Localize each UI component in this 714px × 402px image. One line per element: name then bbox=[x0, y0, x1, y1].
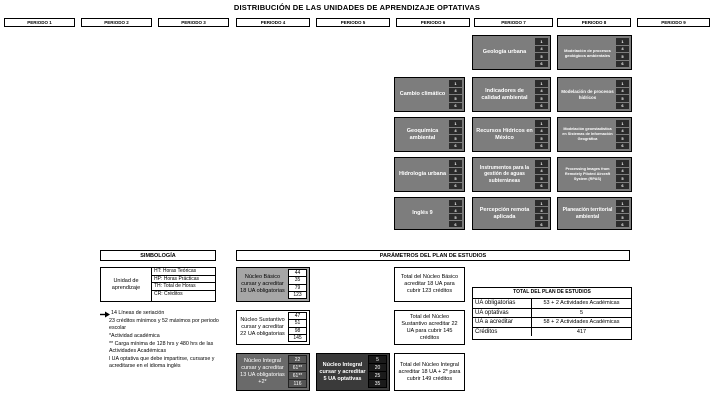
value-cell: 20 bbox=[368, 363, 387, 372]
value-cell: 61** bbox=[288, 363, 307, 372]
value-cell: 44 bbox=[288, 269, 307, 277]
ua-modelacion-hidricos bbox=[557, 77, 632, 112]
hours-value: 6 bbox=[616, 143, 629, 150]
ua-name: Modelación de procesos hídricos bbox=[561, 88, 614, 100]
table-row bbox=[473, 327, 631, 337]
note-actividad: *Actividad académica bbox=[109, 333, 160, 339]
ua-rpas bbox=[557, 157, 632, 192]
period-6: PERIODO 6 bbox=[396, 18, 470, 27]
ua-name: Modelación geoestadística en Sistemas de Información Geográfica bbox=[562, 127, 613, 141]
hours-value: 1 bbox=[449, 160, 462, 167]
note-creditos: 23 créditos mínimos y 52 máximos por periodo escolar bbox=[109, 318, 219, 332]
total-nucleo-sustantivo: Total del Núcleo Sustantivo acreditar 22 UA para cubrir 145 créditos bbox=[394, 310, 465, 345]
hours-value: 1 bbox=[449, 120, 462, 127]
hours-value: 5 bbox=[449, 135, 462, 142]
hours-value: 1 bbox=[616, 120, 629, 127]
ua-planeacion bbox=[557, 197, 632, 230]
period-7: PERIODO 7 bbox=[474, 18, 553, 27]
table-row bbox=[473, 298, 631, 308]
hours-value: 1 bbox=[535, 160, 548, 167]
value-cell: 47 bbox=[288, 312, 307, 320]
hours-value: 4 bbox=[616, 168, 629, 175]
hours-value: 1 bbox=[535, 38, 548, 45]
ua-name: Instrumentos para la gestión de aguas subterráneas bbox=[479, 165, 530, 184]
value-cell: 22 bbox=[288, 355, 307, 364]
unit-label: Unidad de aprendizaje bbox=[111, 277, 141, 291]
hours-value: 5 bbox=[616, 95, 629, 102]
nucleo-integral bbox=[236, 353, 310, 391]
hours-value: 1 bbox=[535, 200, 548, 206]
hours-value: 1 bbox=[616, 200, 629, 206]
ua-name: Hidrología urbana bbox=[398, 171, 447, 178]
hours-value: 6 bbox=[535, 61, 548, 68]
period-3: PERIODO 3 bbox=[158, 18, 229, 27]
row-value: 53 + 2 Actividades Académicas bbox=[543, 300, 620, 306]
ua-name: Planeación territorial ambiental bbox=[562, 207, 613, 220]
period-9: PERIODO 9 bbox=[637, 18, 710, 27]
hours-value: 1 bbox=[535, 80, 548, 87]
ua-instrumentos bbox=[472, 157, 551, 192]
period-2: PERIODO 2 bbox=[81, 18, 152, 27]
hours-value: 4 bbox=[449, 88, 462, 95]
nucleo-basico bbox=[236, 267, 310, 302]
ua-name: Cambio climático bbox=[399, 91, 446, 98]
note-carga: ** Carga mínima de 128 hrs y 480 hrs de las Actividades Académicas bbox=[109, 341, 214, 355]
hours-value: 4 bbox=[535, 207, 548, 213]
value-cell: 123 bbox=[288, 291, 307, 299]
total-nucleo-basico: Total del Núcleo Básico acreditar 18 UA para cubrir 123 créditos bbox=[394, 267, 465, 302]
hours-value: 1 bbox=[616, 38, 629, 45]
total-plan-table bbox=[472, 287, 632, 340]
simbologia-box bbox=[100, 267, 216, 302]
hours-value: 5 bbox=[616, 53, 629, 60]
row-label: UA optativas bbox=[473, 309, 532, 318]
ua-hidrologia-urbana bbox=[394, 157, 465, 192]
ua-geoquimica bbox=[394, 117, 465, 152]
hours-value: 4 bbox=[449, 168, 462, 175]
value-cell: 61** bbox=[288, 371, 307, 380]
hours-value: 4 bbox=[535, 128, 548, 135]
note-seriacion: 14 Líneas de seriación bbox=[111, 310, 165, 316]
ua-name: Modelación de procesos geológicos ambientales bbox=[564, 47, 611, 58]
hours-value: 6 bbox=[616, 103, 629, 110]
ua-recursos-hidricos bbox=[472, 117, 551, 152]
ua-percepcion-remota bbox=[472, 197, 551, 230]
total-plan-header: TOTAL DEL PLAN DE ESTUDIOS bbox=[513, 289, 591, 295]
value-cell: 35 bbox=[368, 379, 387, 388]
hours-value: 4 bbox=[449, 207, 462, 213]
hours-value: 6 bbox=[449, 103, 462, 110]
hours-value: 6 bbox=[535, 143, 548, 150]
hours-value: 4 bbox=[449, 128, 462, 135]
hours-value: 5 bbox=[535, 214, 548, 220]
hours-value: 4 bbox=[616, 128, 629, 135]
ua-name: Recursos Hídricos en México bbox=[476, 127, 533, 141]
hours-value: 5 bbox=[449, 175, 462, 182]
hours-value: 5 bbox=[616, 135, 629, 142]
row-value: 417 bbox=[576, 328, 587, 335]
value-cell: 5 bbox=[368, 355, 387, 364]
hours-value: 6 bbox=[535, 183, 548, 190]
hours-value: 5 bbox=[535, 135, 548, 142]
hours-value: 6 bbox=[616, 183, 629, 190]
hours-value: 6 bbox=[616, 61, 629, 68]
hours-value: 4 bbox=[616, 88, 629, 95]
value-cell: 98 bbox=[288, 327, 307, 335]
value-cell: 25 bbox=[368, 371, 387, 380]
hours-value: 6 bbox=[449, 183, 462, 190]
period-8: PERIODO 8 bbox=[557, 18, 631, 27]
row-value: 58 + 2 Actividades Académicas bbox=[543, 319, 620, 326]
hours-value: 4 bbox=[616, 46, 629, 53]
ua-cambio-climatico bbox=[394, 77, 465, 112]
symbol-cr: CR: Créditos bbox=[154, 290, 183, 297]
hours-value: 6 bbox=[449, 143, 462, 150]
hours-value: 4 bbox=[535, 88, 548, 95]
hours-value: 6 bbox=[535, 221, 548, 227]
table-row bbox=[473, 317, 631, 327]
hours-value: 5 bbox=[535, 175, 548, 182]
simbologia-header: SIMBOLOGÍA bbox=[100, 250, 216, 261]
hours-value: 1 bbox=[535, 120, 548, 127]
value-cell: 145 bbox=[288, 334, 307, 342]
symbol-hp: HP: Horas Prácticas bbox=[152, 276, 215, 284]
nucleo-sustantivo-label: Núcleo Sustantivo cursar y acreditar 22 UA obligatorias bbox=[240, 317, 285, 337]
note-ingles: l UA optativa que debe impartirse, cursarse y acreditarse en el idioma inglés bbox=[109, 356, 215, 370]
hours-value: 5 bbox=[449, 214, 462, 220]
ua-indicadores bbox=[472, 77, 551, 112]
symbol-th: TH: Total de Horas bbox=[152, 283, 215, 291]
period-1: PERIODO 1 bbox=[4, 18, 75, 27]
row-label: Créditos bbox=[473, 328, 532, 337]
value-cell: 116 bbox=[288, 379, 307, 388]
hours-value: 1 bbox=[616, 160, 629, 167]
hours-value: 4 bbox=[616, 207, 629, 213]
hours-value: 1 bbox=[449, 200, 462, 206]
hours-value: 6 bbox=[449, 221, 462, 227]
total-nucleo-integral: Total del Núcleo Integral acreditar 18 UA + 2* para cubrir 149 créditos bbox=[394, 353, 465, 391]
value-cell: 79 bbox=[288, 284, 307, 292]
hours-value: 6 bbox=[616, 221, 629, 227]
hours-value: 6 bbox=[535, 103, 548, 110]
ua-name: Percepción remota aplicada bbox=[479, 206, 530, 220]
symbol-ht: HT: Horas Teóricas bbox=[152, 268, 215, 276]
value-cell: 51 bbox=[288, 319, 307, 327]
hours-value: 5 bbox=[535, 53, 548, 60]
period-5: PERIODO 5 bbox=[316, 18, 390, 27]
hours-value: 5 bbox=[616, 214, 629, 220]
ua-name: Geoquímica ambiental bbox=[406, 127, 439, 141]
parametros-header: PARÁMETROS DEL PLAN DE ESTUDIOS bbox=[236, 250, 630, 261]
hours-value: 5 bbox=[449, 95, 462, 102]
nucleo-basico-label: Núcleo Básico cursar y acreditar 18 UA obligatorias bbox=[240, 274, 285, 294]
ua-modelacion-geologicos bbox=[557, 35, 632, 70]
hours-value: 1 bbox=[449, 80, 462, 87]
nucleo-sustantivo bbox=[236, 310, 310, 345]
nucleo-integral-label: Núcleo Integral cursar y acreditar 13 UA obligatorias +2* bbox=[240, 358, 285, 385]
row-label: UA a acreditar bbox=[473, 318, 532, 327]
ua-name: Inglés 9 bbox=[412, 210, 433, 217]
table-row bbox=[473, 308, 631, 318]
row-label: UA obligatorias bbox=[473, 299, 532, 308]
hours-value: 1 bbox=[616, 80, 629, 87]
period-4: PERIODO 4 bbox=[236, 18, 310, 27]
ua-ingles-9 bbox=[394, 197, 465, 230]
ua-name: Geología urbana bbox=[482, 49, 527, 56]
hours-value: 4 bbox=[535, 168, 548, 175]
hours-value: 4 bbox=[535, 46, 548, 53]
value-cell: 35 bbox=[288, 276, 307, 284]
nucleo-integral-optativas bbox=[316, 353, 390, 391]
ua-name: Processing Images from Remotely Piloted Aircraft System (RPAS) bbox=[564, 167, 611, 181]
hours-value: 5 bbox=[616, 175, 629, 182]
row-value: 5 bbox=[579, 309, 584, 316]
hours-value: 5 bbox=[535, 95, 548, 102]
page-title: DISTRIBUCIÓN DE LAS UNIDADES DE APRENDIZAJE OPTATIVAS bbox=[233, 3, 481, 12]
ua-geologia-urbana bbox=[472, 35, 551, 70]
nucleo-integral-optativas-label: Núcleo Integral cursar y acreditar 5 UA optativas bbox=[319, 361, 366, 382]
ua-name: Indicadores de calidad ambiental bbox=[481, 87, 528, 101]
ua-modelacion-sig bbox=[557, 117, 632, 152]
